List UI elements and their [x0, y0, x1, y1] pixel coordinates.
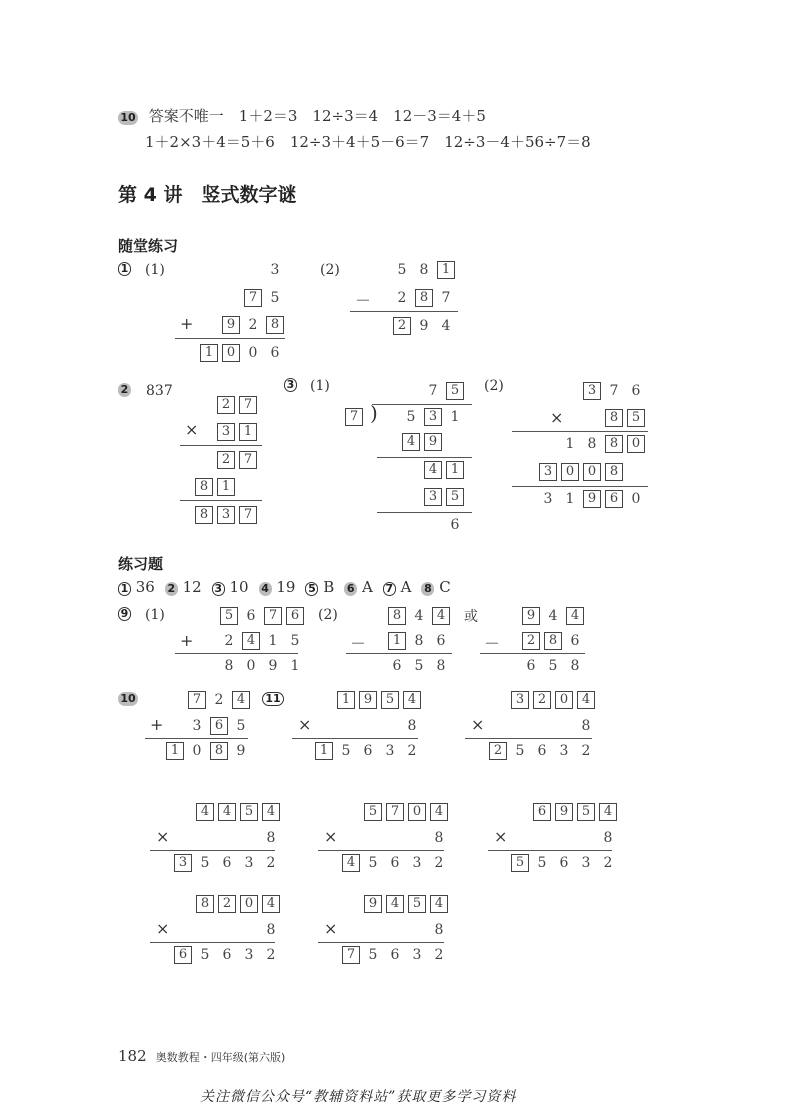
filled-digit-box: 2: [217, 451, 235, 469]
digit: 3: [581, 855, 591, 871]
short-answer-item: [421, 578, 450, 596]
digit: 6: [631, 383, 641, 399]
vertical-calc-line: [150, 850, 275, 851]
digit: 6: [390, 855, 400, 871]
digit: 5: [200, 947, 210, 963]
vertical-calc-line: [512, 431, 648, 432]
filled-digit-box: 7: [239, 506, 257, 524]
short-answer-item: [165, 578, 202, 596]
sub-label-2: (2): [484, 378, 504, 394]
digit: 5: [515, 743, 525, 759]
question-number-badge: 10: [118, 111, 138, 125]
digit: 2: [407, 743, 417, 759]
division-bracket: ): [370, 401, 378, 425]
filled-digit-box: 4: [386, 895, 404, 913]
section-practice-heading: 随堂练习: [118, 237, 179, 255]
operator-symbol: ×: [494, 827, 508, 846]
sub-label-1: (1): [310, 378, 330, 394]
filled-digit-box: 3: [511, 691, 529, 709]
filled-digit-box: 9: [522, 607, 540, 625]
short-answer-item: [383, 578, 412, 596]
digit: 6: [246, 608, 256, 624]
filled-digit-box: 4: [403, 691, 421, 709]
filled-digit-box: 1: [337, 691, 355, 709]
filled-digit-box: 4: [599, 803, 617, 821]
answer-value: C: [434, 578, 451, 596]
digit: 5: [548, 658, 558, 674]
filled-digit-box: 4: [402, 433, 420, 451]
digit: 3: [192, 718, 202, 734]
digit: 3: [543, 491, 553, 507]
digit: 1: [565, 491, 575, 507]
digit: 3: [412, 947, 422, 963]
digit: 5: [414, 658, 424, 674]
vertical-calc-line: [512, 486, 648, 487]
filled-digit-box: 5: [408, 895, 426, 913]
short-answer-item: [259, 578, 296, 596]
question-number-badge: 2: [118, 383, 131, 397]
digit: 8: [581, 718, 591, 734]
digit: 8: [407, 718, 417, 734]
filled-digit-box: 8: [195, 478, 213, 496]
digit: 8: [224, 658, 234, 674]
filled-digit-box: 0: [561, 463, 579, 481]
short-answer-item: [305, 578, 334, 596]
q10-text-2: 1＋2×3＋4＝5＋6 12÷3＋4＋5－6＝7 12÷3－4＋56÷7＝8: [145, 133, 591, 151]
digit: 2: [266, 855, 276, 871]
filled-digit-box: 0: [555, 691, 573, 709]
digit: 5: [537, 855, 547, 871]
filled-digit-box: 7: [239, 396, 257, 414]
digit: 2: [603, 855, 613, 871]
digit: 6: [436, 633, 446, 649]
filled-digit-box: 7: [239, 451, 257, 469]
answer-value: A: [395, 578, 412, 596]
digit: 6: [559, 855, 569, 871]
digit: 5: [270, 290, 280, 306]
vertical-calc-line: [377, 512, 472, 513]
filled-digit-box: 4: [232, 691, 250, 709]
filled-digit-box: 4: [577, 691, 595, 709]
filled-digit-box: 6: [605, 490, 623, 508]
filled-digit-box: 3: [174, 854, 192, 872]
digit: 3: [244, 855, 254, 871]
digit: 8: [266, 830, 276, 846]
filled-digit-box: 3: [217, 506, 235, 524]
digit: 0: [631, 491, 641, 507]
short-answer-item: [118, 578, 155, 596]
digit: 6: [363, 743, 373, 759]
filled-digit-box: 8: [605, 409, 623, 427]
operator-symbol: ×: [471, 715, 485, 734]
question-number-badge: 8: [421, 582, 434, 596]
question-number-badge: 5: [305, 582, 318, 596]
filled-digit-box: 4: [430, 803, 448, 821]
digit: 6: [570, 633, 580, 649]
question-number-badge: 1: [118, 262, 131, 276]
filled-digit-box: 0: [627, 435, 645, 453]
filled-digit-box: 7: [342, 946, 360, 964]
digit: 5: [290, 633, 300, 649]
filled-digit-box: 9: [583, 490, 601, 508]
filled-digit-box: 2: [393, 317, 411, 335]
answer-value: 10: [224, 578, 249, 596]
question-number-badge: 1: [118, 582, 131, 596]
filled-digit-box: 1: [200, 344, 218, 362]
digit: 6: [222, 855, 232, 871]
digit: 3: [270, 262, 280, 278]
filled-digit-box: 4: [342, 854, 360, 872]
question-number-badge: 3: [212, 582, 225, 596]
filled-digit-box: 8: [196, 895, 214, 913]
operator-symbol: －: [350, 634, 367, 653]
digit: 8: [436, 658, 446, 674]
filled-digit-box: 2: [218, 895, 236, 913]
vertical-calc-line: [488, 850, 612, 851]
digit: 9: [268, 658, 278, 674]
sub-label-2: (2): [318, 607, 338, 623]
digit: 6: [390, 947, 400, 963]
digit: 8: [434, 830, 444, 846]
operator-symbol: ×: [324, 827, 338, 846]
filled-digit-box: 5: [240, 803, 258, 821]
filled-digit-box: 5: [220, 607, 238, 625]
question-number-badge: 2: [165, 582, 178, 596]
question-number-badge: 10: [118, 692, 138, 706]
filled-digit-box: 3: [217, 423, 235, 441]
filled-digit-box: 0: [583, 463, 601, 481]
page-number: 182: [118, 1047, 147, 1065]
filled-digit-box: 6: [533, 803, 551, 821]
watermark-text: 关注微信公众号“教辅资料站”获取更多学习资料: [200, 1089, 517, 1105]
filled-digit-box: 6: [174, 946, 192, 964]
operator-symbol: ×: [298, 715, 312, 734]
filled-digit-box: 5: [446, 488, 464, 506]
operator-symbol: ×: [156, 919, 170, 938]
digit: 6: [222, 947, 232, 963]
filled-digit-box: 1: [446, 461, 464, 479]
operator-symbol: ×: [156, 827, 170, 846]
digit: 8: [414, 633, 424, 649]
filled-digit-box: 4: [196, 803, 214, 821]
digit: 4: [441, 318, 451, 334]
digit: 2: [214, 692, 224, 708]
q10-text-1: 答案不唯一 1＋2＝3 12÷3＝4 12－3＝4＋5: [148, 107, 486, 125]
filled-digit-box: 9: [364, 895, 382, 913]
filled-digit-box: 4: [432, 607, 450, 625]
digit: 5: [236, 718, 246, 734]
filled-digit-box: 7: [386, 803, 404, 821]
digit: 5: [368, 855, 378, 871]
filled-digit-box: 9: [222, 316, 240, 334]
filled-digit-box: 7: [264, 607, 282, 625]
vertical-calc-line: [480, 653, 585, 654]
answer-value: A: [357, 578, 373, 596]
digit: 6: [450, 517, 460, 533]
filled-digit-box: 5: [381, 691, 399, 709]
filled-digit-box: 0: [240, 895, 258, 913]
question-number-badge: 9: [118, 607, 131, 621]
section-exercises-heading: 练习题: [118, 555, 164, 573]
digit: 9: [419, 318, 429, 334]
digit: 0: [248, 345, 258, 361]
digit: 8: [266, 922, 276, 938]
short-answer-item: [212, 578, 249, 596]
digit: 2: [434, 855, 444, 871]
filled-digit-box: 5: [446, 382, 464, 400]
filled-digit-box: 1: [315, 742, 333, 760]
answer-value: 36: [131, 578, 155, 596]
digit: 4: [414, 608, 424, 624]
digit: 8: [603, 830, 613, 846]
digit: 9: [236, 743, 246, 759]
sub-label-2: (2): [320, 262, 340, 278]
digit: 2: [224, 633, 234, 649]
filled-digit-box: 2: [489, 742, 507, 760]
vertical-calc-line: [175, 338, 285, 339]
vertical-calc-line: [318, 850, 444, 851]
digit: 7: [441, 290, 451, 306]
answer-value: 837: [146, 383, 173, 399]
q10-line-2: [145, 131, 591, 152]
filled-digit-box: 4: [262, 895, 280, 913]
filled-digit-box: 8: [210, 742, 228, 760]
vertical-calc-line: [180, 500, 262, 501]
filled-digit-box: 1: [239, 423, 257, 441]
filled-digit-box: 3: [539, 463, 557, 481]
digit: 4: [548, 608, 558, 624]
answer-value: B: [318, 578, 335, 596]
vertical-calc-line: [377, 457, 472, 458]
digit: 8: [570, 658, 580, 674]
vertical-calc-line: [180, 445, 262, 446]
filled-digit-box: 7: [345, 408, 363, 426]
digit: 6: [526, 658, 536, 674]
filled-digit-box: 4: [218, 803, 236, 821]
operator-symbol: +: [150, 715, 164, 734]
vertical-calc-line: [346, 653, 452, 654]
digit: 8: [587, 436, 597, 452]
digit: 5: [200, 855, 210, 871]
operator-symbol: ×: [324, 919, 338, 938]
digit: 1: [565, 436, 575, 452]
short-answer-item: [344, 578, 373, 596]
operator-symbol: ×: [185, 420, 199, 439]
filled-digit-box: 5: [627, 409, 645, 427]
filled-digit-box: 0: [222, 344, 240, 362]
filled-digit-box: 0: [408, 803, 426, 821]
filled-digit-box: 6: [210, 717, 228, 735]
book-title: 奥数教程・四年级(第六版): [155, 1051, 286, 1064]
digit: 8: [434, 922, 444, 938]
question-number-badge: 6: [344, 582, 357, 596]
digit: 8: [419, 262, 429, 278]
vertical-calc-line: [350, 311, 458, 312]
lecture-title: 第 4 讲 竖式数字谜: [118, 184, 297, 206]
filled-digit-box: 6: [286, 607, 304, 625]
page-footer: [118, 1046, 285, 1065]
answer-value: 19: [271, 578, 296, 596]
digit: 6: [392, 658, 402, 674]
filled-digit-box: 5: [577, 803, 595, 821]
filled-digit-box: 3: [424, 488, 442, 506]
digit: 2: [581, 743, 591, 759]
filled-digit-box: 1: [388, 632, 406, 650]
digit: 1: [290, 658, 300, 674]
sub-label-1: (1): [145, 262, 165, 278]
filled-digit-box: 3: [424, 408, 442, 426]
digit: 2: [397, 290, 407, 306]
digit: 3: [385, 743, 395, 759]
filled-digit-box: 8: [195, 506, 213, 524]
digit: 5: [397, 262, 407, 278]
vertical-calc-line: [318, 942, 444, 943]
exercise-short-answers: [118, 577, 461, 596]
filled-digit-box: 8: [388, 607, 406, 625]
digit: 2: [266, 947, 276, 963]
sub-label-1: (1): [145, 607, 165, 623]
operator-symbol: ×: [550, 408, 564, 427]
filled-digit-box: 4: [242, 632, 260, 650]
digit: 7: [428, 383, 438, 399]
vertical-calc-line: [150, 942, 275, 943]
operator-symbol: －: [355, 291, 372, 310]
operator-symbol: +: [180, 314, 194, 333]
question-number-badge: 11: [262, 692, 284, 706]
filled-digit-box: 8: [415, 289, 433, 307]
digit: 0: [246, 658, 256, 674]
filled-digit-box: 4: [262, 803, 280, 821]
digit: 1: [450, 409, 460, 425]
filled-digit-box: 2: [522, 632, 540, 650]
operator-symbol: +: [180, 631, 194, 650]
vertical-calc-line: [372, 404, 472, 405]
filled-digit-box: 4: [430, 895, 448, 913]
filled-digit-box: 8: [544, 632, 562, 650]
digit: 0: [192, 743, 202, 759]
digit: 5: [341, 743, 351, 759]
digit: 5: [406, 409, 416, 425]
digit: 3: [412, 855, 422, 871]
vertical-calc-line: [292, 738, 418, 739]
vertical-calc-line: [175, 653, 298, 654]
digit: 6: [537, 743, 547, 759]
filled-digit-box: 8: [605, 435, 623, 453]
filled-digit-box: 2: [533, 691, 551, 709]
filled-digit-box: 9: [555, 803, 573, 821]
filled-digit-box: 4: [424, 461, 442, 479]
filled-digit-box: 1: [217, 478, 235, 496]
digit: 1: [268, 633, 278, 649]
question-number-badge: 3: [284, 378, 297, 392]
digit: 2: [248, 317, 258, 333]
filled-digit-box: 1: [437, 261, 455, 279]
filled-digit-box: 8: [266, 316, 284, 334]
filled-digit-box: 9: [359, 691, 377, 709]
filled-digit-box: 5: [364, 803, 382, 821]
digit: 6: [270, 345, 280, 361]
filled-digit-box: 5: [511, 854, 529, 872]
question-number-badge: 4: [259, 582, 272, 596]
digit: 5: [368, 947, 378, 963]
vertical-calc-line: [145, 738, 248, 739]
filled-digit-box: 8: [605, 463, 623, 481]
q10-line-1: [118, 105, 486, 126]
digit: 3: [244, 947, 254, 963]
operator-symbol: －: [484, 634, 501, 653]
answer-value: 12: [177, 578, 202, 596]
filled-digit-box: 7: [244, 289, 262, 307]
digit: 3: [559, 743, 569, 759]
question-number-badge: 7: [383, 582, 396, 596]
or-label: 或: [464, 609, 478, 625]
filled-digit-box: 9: [424, 433, 442, 451]
filled-digit-box: 1: [166, 742, 184, 760]
filled-digit-box: 2: [217, 396, 235, 414]
vertical-calc-line: [465, 738, 592, 739]
filled-digit-box: 3: [583, 382, 601, 400]
digit: 7: [609, 383, 619, 399]
filled-digit-box: 7: [188, 691, 206, 709]
digit: 2: [434, 947, 444, 963]
filled-digit-box: 4: [566, 607, 584, 625]
